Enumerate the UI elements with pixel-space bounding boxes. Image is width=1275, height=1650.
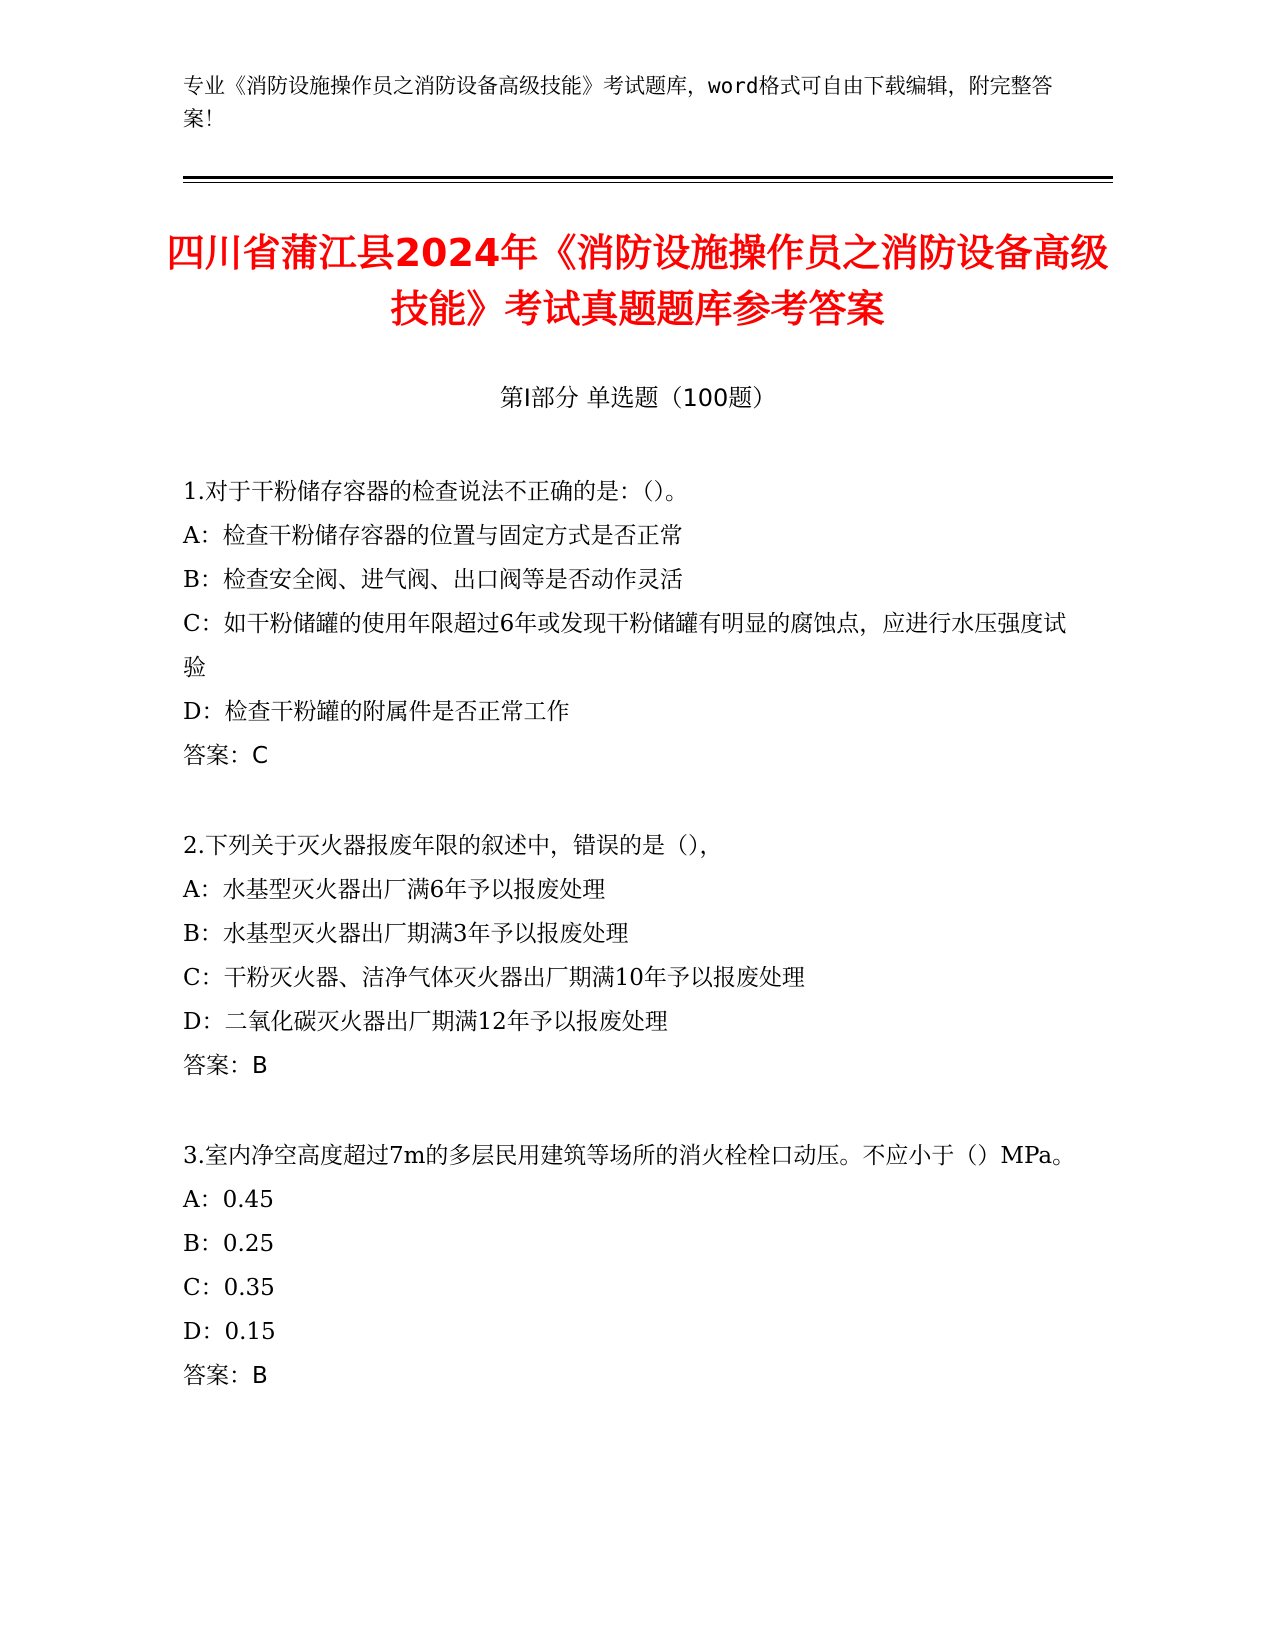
header-rule-thin bbox=[183, 182, 1113, 183]
option-a: A：检查干粉储存容器的位置与固定方式是否正常 bbox=[183, 523, 683, 549]
question-stem: 1.对于干粉储存容器的检查说法不正确的是：（）。 bbox=[183, 479, 688, 505]
question-1 bbox=[183, 470, 1083, 778]
option-b: B：检查安全阀、进气阀、出口阀等是否动作灵活 bbox=[183, 567, 683, 593]
question-stem: 3.室内净空高度超过7m的多层民用建筑等场所的消火栓栓口动压。不应小于（）MPa。 bbox=[183, 1143, 1076, 1169]
question-2 bbox=[183, 824, 1083, 1088]
header-note: 专业《消防设施操作员之消防设备高级技能》考试题库，word格式可自由下载编辑，附完整答案！ bbox=[183, 74, 1053, 131]
header-rule-thick bbox=[183, 176, 1113, 179]
document-title: 四川省蒲江县2024年《消防设施操作员之消防设备高级技能》考试真题题库参考答案 bbox=[166, 231, 1109, 331]
option-b: B：0.25 bbox=[183, 1231, 275, 1257]
answer: 答案：C bbox=[183, 743, 269, 769]
section-title: 第Ⅰ部分 单选题（100题） bbox=[499, 384, 777, 412]
option-b: B：水基型灭火器出厂期满3年予以报废处理 bbox=[183, 921, 629, 947]
question-stem: 2.下列关于灭火器报废年限的叙述中，错误的是（）， bbox=[183, 833, 723, 859]
answer: 答案：B bbox=[183, 1363, 268, 1389]
option-d: D：0.15 bbox=[183, 1319, 276, 1345]
option-d: D：二氧化碳灭火器出厂期满12年予以报废处理 bbox=[183, 1009, 668, 1035]
option-a: A：水基型灭火器出厂满6年予以报废处理 bbox=[183, 877, 606, 903]
option-c: C：如干粉储罐的使用年限超过6年或发现干粉储罐有明显的腐蚀点，应进行水压强度试验 bbox=[183, 611, 1067, 681]
option-c: C：干粉灭火器、洁净气体灭火器出厂期满10年予以报废处理 bbox=[183, 965, 805, 991]
option-a: A：0.45 bbox=[183, 1187, 274, 1213]
option-c: C：0.35 bbox=[183, 1275, 275, 1301]
option-d: D：检查干粉罐的附属件是否正常工作 bbox=[183, 699, 570, 725]
answer: 答案：B bbox=[183, 1053, 268, 1079]
question-3 bbox=[183, 1134, 1083, 1398]
question-list bbox=[183, 470, 1083, 1444]
